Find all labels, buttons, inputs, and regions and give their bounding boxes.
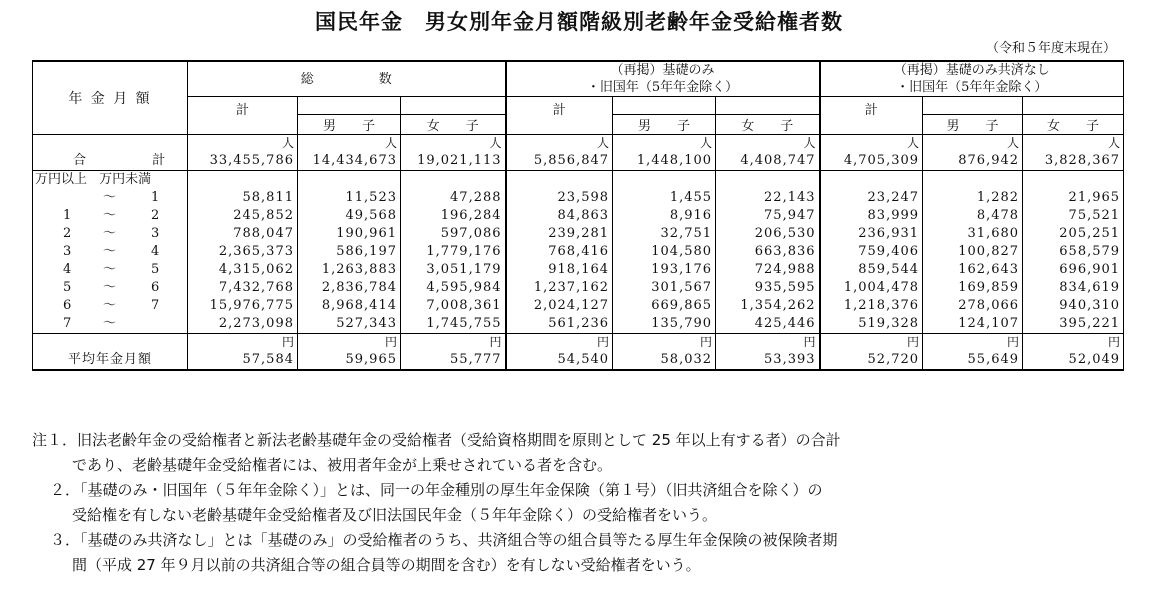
average-row: [33, 351, 1124, 370]
range-label: [33, 225, 188, 243]
range-to: 1: [151, 190, 160, 205]
note-2-line-1: ２．「基礎のみ・旧国年（５年年金除く）」とは、同一の年金種別の厚生年金保険（第１号）（旧共済組合を除く）の: [50, 481, 823, 499]
cell-value: 196,284: [401, 207, 506, 225]
unit-label: 人: [506, 135, 613, 153]
range-label: [33, 279, 188, 297]
unit-label: 人: [716, 135, 820, 153]
cell-value: 724,988: [716, 261, 820, 279]
range-label: [33, 315, 188, 334]
average-value: 58,032: [613, 351, 716, 370]
group-basic-header-line1: （再掲）基礎のみ: [610, 63, 715, 78]
cell-value: 245,852: [233, 208, 294, 223]
unit-label: 円: [281, 335, 294, 349]
cell-value: 4,595,984: [401, 279, 506, 297]
total-value: 1,448,100: [613, 152, 716, 171]
range-sep: ～: [103, 316, 117, 331]
cell-value: 21,965: [1023, 189, 1124, 207]
range-to: 4: [151, 244, 160, 259]
unit-label: 円: [716, 334, 820, 352]
unit-label: 人: [298, 135, 401, 153]
range-sep: ～: [103, 262, 117, 277]
cell-value: 561,236: [506, 315, 613, 334]
note-3-line-2: 間（平成 27 年９月以前の共済組合等の組合員等の期間を含む）を有しない受給権者をいう。: [72, 556, 701, 574]
range-from-label: 万円以上: [35, 172, 88, 187]
cell-value: 663,836: [716, 243, 820, 261]
table-row: [33, 279, 1124, 297]
cell-value: 7,432,768: [218, 280, 294, 295]
unit-label: 円: [1023, 334, 1124, 352]
range-to: 7: [151, 298, 160, 313]
cell-value: 527,343: [298, 315, 401, 334]
cell-value: 23,247: [820, 189, 923, 207]
cell-value: 1,263,883: [298, 261, 401, 279]
unit-label: 人: [281, 136, 294, 150]
range-from: 3: [63, 244, 72, 259]
cell-value: 425,446: [716, 315, 820, 334]
cell-value: 918,164: [506, 261, 613, 279]
unit-label: 円: [923, 334, 1023, 352]
group-basic-header: [506, 61, 820, 97]
cell-value: 395,221: [1023, 315, 1124, 334]
cell-value: 206,530: [716, 225, 820, 243]
cell-value: 940,310: [1023, 297, 1124, 315]
unit-label: 人: [820, 135, 923, 153]
total-value: 14,434,673: [298, 152, 401, 171]
note-1-line-1: 注１．旧法老齢年金の受給権者と新法老齢基礎年金の受給権者（受給資格期間を原則として 25 年以上有する者）の合計: [32, 431, 841, 449]
range-sep: ～: [103, 208, 117, 223]
average-value: 52,720: [820, 351, 923, 370]
average-value: 55,649: [923, 351, 1023, 370]
average-value: 53,393: [716, 351, 820, 370]
cell-value: 100,827: [923, 243, 1023, 261]
cell-value: 1,745,755: [401, 315, 506, 334]
average-value: 55,777: [401, 351, 506, 370]
range-label: [33, 297, 188, 315]
range-label: [33, 189, 188, 207]
average-label: 平均年金月額: [33, 351, 188, 370]
cell-value: 205,251: [1023, 225, 1124, 243]
total-label-1: 合: [73, 153, 87, 168]
range-to: 2: [151, 208, 160, 223]
cell-value: 31,680: [923, 225, 1023, 243]
range-sep: ～: [103, 298, 117, 313]
average-value: 59,965: [298, 351, 401, 370]
range-to: 6: [151, 280, 160, 295]
row-label-header: 年 金 月 額: [33, 61, 188, 135]
unit-label: 円: [506, 334, 613, 352]
cell-value: 519,328: [820, 315, 923, 334]
cell-value: 32,751: [613, 225, 716, 243]
cell-value: 84,863: [506, 207, 613, 225]
range-label: [33, 243, 188, 261]
cell-value: 162,643: [923, 261, 1023, 279]
col-male-header: 男 子: [298, 115, 401, 135]
table-row: [33, 297, 1124, 315]
col-male-header: 男 子: [923, 115, 1023, 135]
total-value: 5,856,847: [506, 152, 613, 171]
range-from: 1: [63, 208, 72, 223]
table-row: [33, 189, 1124, 207]
note-3-line-1: ３．「基礎のみ共済なし」とは「基礎のみ」の受給権者のうち、共済組合等の組合員等たる厚生年金保険の被保険者期: [50, 531, 838, 549]
unit-label: 円: [298, 334, 401, 352]
total-value: 4,408,747: [716, 152, 820, 171]
cell-value: 8,968,414: [298, 297, 401, 315]
cell-value: 2,365,373: [218, 244, 294, 259]
col-female-header: 女 子: [716, 115, 820, 135]
unit-label: 人: [1023, 135, 1124, 153]
table-row: [33, 207, 1124, 225]
as-of-date: （令和５年度末現在）: [985, 41, 1116, 56]
unit-label: 円: [613, 334, 716, 352]
cell-value: 834,619: [1023, 279, 1124, 297]
range-label: [33, 207, 188, 225]
note-1-line-2: であり、老齢基礎年金受給権者には、被用者年金が上乗せされている者を含む。: [72, 456, 613, 474]
table-row: [33, 315, 1124, 334]
table-row: [33, 243, 1124, 261]
cell-value: 239,281: [506, 225, 613, 243]
range-header-row: [33, 171, 1124, 190]
total-value: 4,705,309: [820, 152, 923, 171]
unit-label: 人: [613, 135, 716, 153]
cell-value: 47,288: [401, 189, 506, 207]
cell-value: 935,595: [716, 279, 820, 297]
cell-value: 658,579: [1023, 243, 1124, 261]
group-nokyosai-header-line2: ・旧国年（5年年金除く）: [896, 80, 1048, 95]
group-basic-header-line2: ・旧国年（5年年金除く）: [586, 80, 739, 95]
cell-value: 11,523: [298, 189, 401, 207]
col-total-header: 計: [506, 97, 613, 135]
average-value: 57,584: [242, 352, 294, 367]
cell-value: 2,273,098: [218, 316, 294, 331]
unit-label: 円: [820, 334, 923, 352]
cell-value: 1,282: [923, 189, 1023, 207]
cell-value: 124,107: [923, 315, 1023, 334]
col-total-header: 計: [820, 97, 923, 135]
note-2-line-2: 受給権を有しない老齢基礎年金受給権者及び旧法国民年金（５年年金除く）の受給権者をいう。: [72, 506, 718, 524]
cell-value: 788,047: [233, 226, 294, 241]
cell-value: 75,521: [1023, 207, 1124, 225]
total-value: 19,021,113: [401, 152, 506, 171]
cell-value: 49,568: [298, 207, 401, 225]
range-from: 4: [63, 262, 72, 277]
col-female-header: 女 子: [401, 115, 506, 135]
cell-value: 135,790: [613, 315, 716, 334]
range-sep: ～: [103, 190, 117, 205]
cell-value: 859,544: [820, 261, 923, 279]
unit-label: 人: [923, 135, 1023, 153]
col-total-header: 計: [235, 103, 249, 118]
range-from: 6: [63, 298, 72, 313]
cell-value: 301,567: [613, 279, 716, 297]
range-sep: ～: [103, 280, 117, 295]
cell-value: 278,066: [923, 297, 1023, 315]
range-sep: ～: [103, 226, 117, 241]
cell-value: 597,086: [401, 225, 506, 243]
col-female-header: 女 子: [1023, 115, 1124, 135]
col-male-header: 男 子: [613, 115, 716, 135]
cell-value: 586,197: [298, 243, 401, 261]
cell-value: 23,598: [506, 189, 613, 207]
cell-value: 1,004,478: [820, 279, 923, 297]
cell-value: 768,416: [506, 243, 613, 261]
range-to: 3: [151, 226, 160, 241]
total-row: [33, 152, 1124, 171]
range-from: 5: [63, 280, 72, 295]
cell-value: 3,051,179: [401, 261, 506, 279]
cell-value: 104,580: [613, 243, 716, 261]
cell-value: 190,961: [298, 225, 401, 243]
cell-value: 1,779,176: [401, 243, 506, 261]
group-nokyosai-header: [820, 61, 1124, 97]
cell-value: 759,406: [820, 243, 923, 261]
cell-value: 2,836,784: [298, 279, 401, 297]
cell-value: 1,354,262: [716, 297, 820, 315]
average-value: 52,049: [1023, 351, 1124, 370]
table-row: [33, 261, 1124, 279]
unit-label: 人: [401, 135, 506, 153]
range-sep: ～: [103, 244, 117, 259]
cell-value: 75,947: [716, 207, 820, 225]
pension-table: [32, 60, 1124, 371]
data-rows: [33, 189, 1124, 334]
page-title: 国民年金 男女別年金月額階級別老齢年金受給権者数: [315, 10, 843, 34]
cell-value: 4,315,062: [218, 262, 294, 277]
cell-value: 669,865: [613, 297, 716, 315]
cell-value: 7,008,361: [401, 297, 506, 315]
unit-label: 円: [401, 334, 506, 352]
group-total-header: 総 数: [188, 61, 506, 97]
cell-value: 696,901: [1023, 261, 1124, 279]
cell-value: 15,976,775: [209, 298, 294, 313]
total-value: 876,942: [923, 152, 1023, 171]
range-to: 5: [151, 262, 160, 277]
average-value: 54,540: [506, 351, 613, 370]
cell-value: 8,478: [923, 207, 1023, 225]
range-label: [33, 261, 188, 279]
range-to-label: 万円未満: [99, 172, 152, 187]
total-label-2: 計: [152, 153, 166, 168]
cell-value: 236,931: [820, 225, 923, 243]
cell-value: 2,024,127: [506, 297, 613, 315]
cell-value: 193,176: [613, 261, 716, 279]
total-value: 3,828,367: [1023, 152, 1124, 171]
group-nokyosai-header-line1: （再掲）基礎のみ共済なし: [893, 63, 1050, 78]
cell-value: 169,859: [923, 279, 1023, 297]
cell-value: 1,218,376: [820, 297, 923, 315]
cell-value: 8,916: [613, 207, 716, 225]
total-value: 33,455,786: [209, 153, 294, 168]
cell-value: 1,455: [613, 189, 716, 207]
cell-value: 22,143: [716, 189, 820, 207]
cell-value: 1,237,162: [506, 279, 613, 297]
range-from: 2: [63, 226, 72, 241]
table-row: [33, 225, 1124, 243]
range-from: 7: [63, 316, 72, 331]
notes-section: [32, 428, 1140, 578]
cell-value: 83,999: [820, 207, 923, 225]
cell-value: 58,811: [242, 190, 294, 205]
